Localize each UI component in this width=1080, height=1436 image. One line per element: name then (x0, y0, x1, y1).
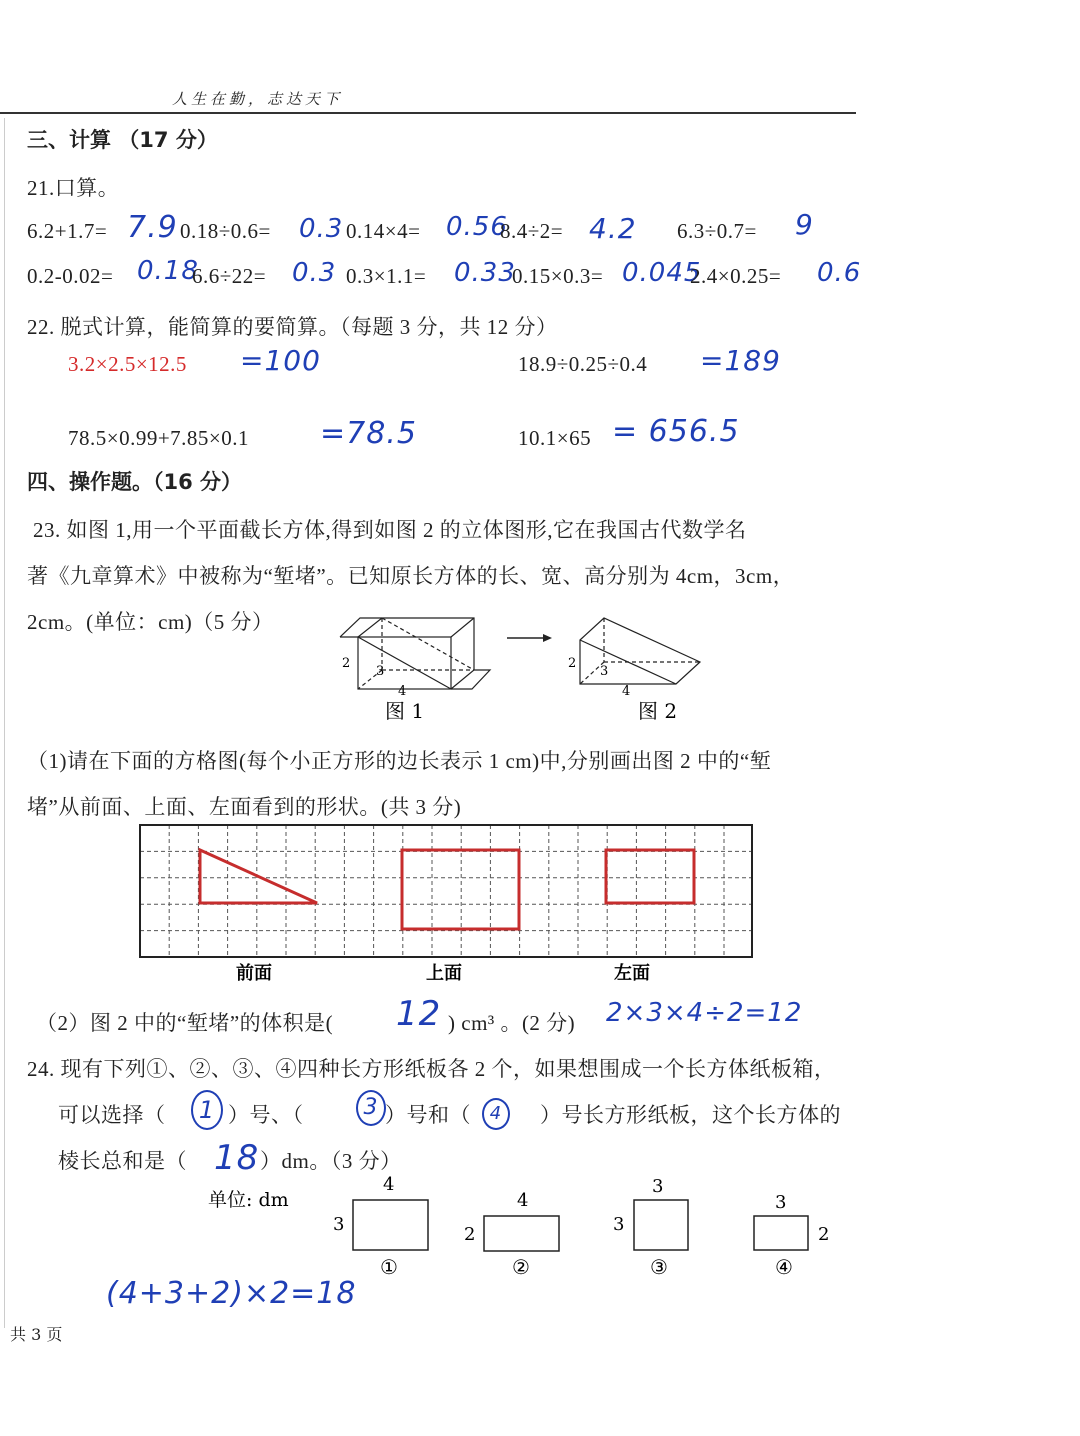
fig1-height: 2 (342, 656, 351, 671)
q21-expr: 6.2+1.7= (27, 219, 108, 243)
front-view-shape (200, 850, 317, 903)
rect-3-num: ③ (650, 1255, 668, 1279)
rect-4-side: 2 (818, 1224, 830, 1245)
q21-answer: 4.2 (589, 212, 637, 245)
page-footer: 共 3 页 (10, 1325, 63, 1344)
fig1-caption: 图 1 (385, 699, 425, 723)
header-rule (0, 112, 856, 114)
q23-part2-text: （2）图 2 中的“堑堵”的体积是( (36, 1011, 334, 1035)
q21-expr: 6.3÷0.7= (677, 219, 757, 243)
q24-answer-2: 3 (356, 1090, 386, 1126)
section3-title: 三、计算 （17 分） (27, 128, 218, 152)
q21-expr: 0.14×4= (346, 219, 421, 243)
q24-answer-3: 4 (482, 1098, 510, 1130)
rect-2-num: ② (512, 1255, 530, 1279)
top-view-shape (402, 850, 519, 929)
q22-answer: =78.5 (320, 416, 417, 451)
rect-1-top: 4 (383, 1174, 395, 1195)
rect-3-top: 3 (652, 1176, 664, 1197)
q21-answer: 0.3 (299, 214, 344, 244)
q23-text: 23. 如图 1,用一个平面截长方体,得到如图 2 的立体图形,它在我国古代数学名 (33, 518, 747, 542)
q24-answer-total: 18 (214, 1138, 260, 1178)
q24-text: 可以选择（ (58, 1103, 166, 1127)
rect-4-num: ④ (775, 1255, 793, 1279)
q24-text: ）号、（ (228, 1103, 304, 1127)
q23-figures (330, 600, 720, 730)
q24-text: 棱长总和是（ (58, 1149, 187, 1173)
q21-answer: 0.33 (454, 258, 516, 288)
grid-label-left: 左面 (614, 963, 650, 984)
grid-label-front: 前面 (236, 963, 272, 984)
q22-label: 22. 脱式计算，能简算的要简算。（每题 3 分，共 12 分） (27, 315, 558, 339)
fig1-length: 4 (398, 684, 407, 699)
q24-figures (200, 1170, 840, 1285)
q22-answer: = 656.5 (612, 414, 740, 449)
view-grid (138, 822, 756, 994)
q21-answer: 9 (795, 208, 814, 241)
q21-label: 21.口算。 (27, 176, 120, 200)
rect-4-top: 3 (775, 1192, 787, 1213)
q24-text: 24. 现有下列①、②、③、④四种长方形纸板各 2 个，如果想围成一个长方体纸板箱， (27, 1057, 836, 1081)
q23-part1-text: （1)请在下面的方格图(每个小正方形的边长表示 1 cm)中,分别画出图 2 中的“堑 (27, 749, 772, 773)
q23-part2-unit: ) cm³ 。(2 分) (448, 1011, 576, 1035)
q23-text: 著《九章算术》中被称为“堑堵”。已知原长方体的长、宽、高分别为 4cm，3cm， (27, 564, 795, 588)
q23-part2-work: 2×3×4÷2=12 (606, 998, 803, 1028)
q22-expr: 18.9÷0.25÷0.4 (518, 352, 648, 376)
left-view-shape (606, 850, 694, 903)
header-motto: 人生在勤，志达天下 (172, 90, 344, 108)
q21-expr: 0.2-0.02= (27, 264, 114, 288)
q21-answer: 7.9 (127, 210, 178, 245)
arrow (507, 634, 552, 642)
q21-answer: 0.6 (817, 258, 862, 288)
q21-answer: 0.56 (446, 212, 508, 242)
q24-text: ）号长方形纸板，这个长方体的 (540, 1103, 841, 1127)
q23-part2-answer: 12 (396, 994, 442, 1034)
q21-answer: 0.18 (137, 256, 199, 286)
rect-4 (754, 1216, 808, 1250)
fig2-caption: 图 2 (638, 699, 678, 723)
rect-2-side: 2 (464, 1224, 476, 1245)
fig1-width: 3 (376, 664, 385, 679)
q22-expr: 3.2×2.5×12.5 (68, 352, 187, 376)
figure-2 (580, 618, 700, 684)
q21-expr: 0.15×0.3= (512, 264, 604, 288)
q22-expr: 78.5×0.99+7.85×0.1 (68, 426, 250, 450)
fig2-length: 4 (622, 684, 631, 699)
rect-3-side: 3 (613, 1214, 625, 1235)
margin-line (4, 118, 5, 1328)
q24-unit: 单位: dm (208, 1189, 289, 1211)
rect-3 (634, 1200, 688, 1250)
section4-title: 四、操作题。（16 分） (27, 470, 243, 494)
rect-1-side: 3 (333, 1214, 345, 1235)
q21-answer: 0.3 (292, 258, 337, 288)
q24-text: ）dm。（3 分） (260, 1149, 402, 1173)
rect-1-num: ① (380, 1255, 398, 1279)
fig2-width: 3 (600, 664, 609, 679)
q21-expr: 8.4÷2= (500, 219, 564, 243)
fig2-height: 2 (568, 656, 577, 671)
q23-text: 2cm。(单位：cm)（5 分） (27, 610, 274, 634)
rect-2-top: 4 (517, 1190, 529, 1211)
figure-1 (340, 618, 490, 689)
q21-expr: 2.4×0.25= (690, 264, 782, 288)
q21-expr: 0.18÷0.6= (180, 219, 271, 243)
q21-expr: 6.6÷22= (192, 264, 267, 288)
q24-text: ）号和（ (385, 1103, 471, 1127)
q24-work: (4+3+2)×2=18 (106, 1276, 357, 1311)
q22-answer: =100 (240, 344, 321, 377)
q22-expr: 10.1×65 (518, 426, 592, 450)
q23-part1-text: 堵”从前面、上面、左面看到的形状。(共 3 分) (27, 795, 462, 819)
rect-2 (484, 1216, 559, 1251)
q22-answer: =189 (700, 344, 781, 377)
q21-answer: 0.045 (622, 258, 702, 288)
q21-expr: 0.3×1.1= (346, 264, 427, 288)
q24-answer-1: 1 (191, 1090, 223, 1130)
rect-1 (353, 1200, 428, 1250)
grid-label-top: 上面 (426, 963, 462, 984)
